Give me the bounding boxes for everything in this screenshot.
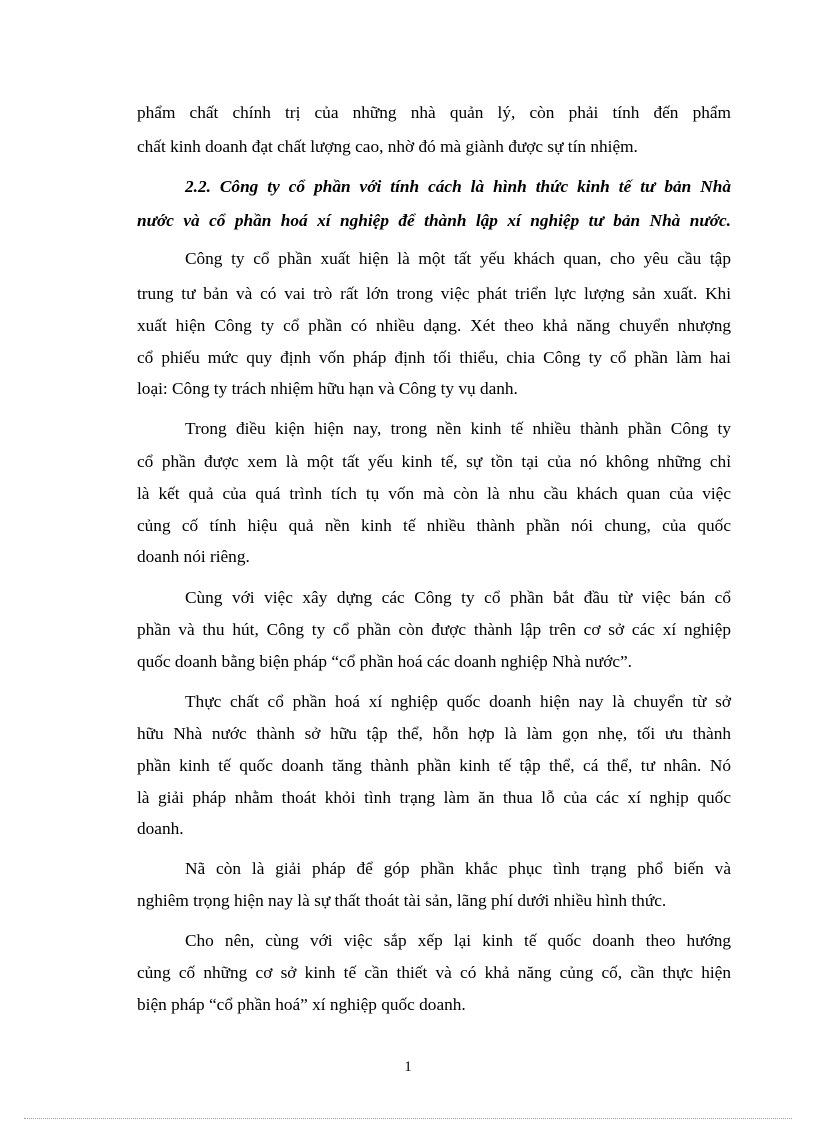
text-line: Thực chất cổ phần hoá xí nghiệp quốc doanh hiện nay là chuyển từ sở — [185, 692, 731, 711]
text-line: Nã còn là giải pháp để góp phần khắc phục tình trạng phổ biến và — [185, 859, 731, 878]
text-line: trung tư bản và có vai trò rất lớn trong việc phát triển lực lượng sản xuất. Khi — [137, 284, 731, 303]
text-line: hữu Nhà nước thành sở hữu tập thể, hỗn hợp là làm gọn nhẹ, tối ưu thành — [137, 724, 731, 743]
text-line: phẩm chất chính trị của những nhà quản lý, còn phải tính đến phẩm — [137, 103, 731, 122]
text-line: xuất hiện Công ty cổ phần có nhiều dạng. Xét theo khả năng chuyển nhượng — [137, 316, 731, 335]
section-heading-line: nước và cổ phần hoá xí nghiệp để thành lập xí nghiệp tư bản Nhà nước. — [137, 211, 731, 230]
text-line: phần kinh tế quốc doanh tăng thành phần kinh tế tập thể, cá thể, tư nhân. Nó — [137, 756, 731, 775]
page-number: 1 — [404, 1059, 412, 1075]
text-line: quốc doanh bằng biện pháp “cổ phần hoá các doanh nghiệp Nhà nước”. — [137, 652, 633, 671]
text-line: nghiêm trọng hiện nay là sự thất thoát tài sản, lãng phí dưới nhiều hình thức. — [137, 891, 667, 910]
section-heading-line: 2.2. Công ty cổ phần với tính cách là hình thức kinh tế tư bản Nhà — [185, 177, 731, 196]
text-line: Cho nên, cùng với việc sắp xếp lại kinh tế quốc doanh theo hướng — [185, 931, 731, 950]
text-line: củng cố những cơ sở kinh tế cần thiết và có khả năng củng cố, cần thực hiện — [137, 963, 731, 982]
text-line: doanh. — [137, 819, 184, 838]
text-line: là giải pháp nhằm thoát khỏi tình trạng làm ăn thua lỗ của các xí nghịp quốc — [137, 788, 731, 807]
text-line: Cùng với việc xây dựng các Công ty cổ phần bắt đầu từ việc bán cổ — [185, 588, 731, 607]
text-line: chất kinh doanh đạt chất lượng cao, nhờ đó mà giành được sự tín nhiệm. — [137, 137, 638, 156]
text-line: cổ phần được xem là một tất yếu kinh tế, sự tồn tại của nó không những chỉ — [137, 452, 731, 471]
text-line: doanh nói riêng. — [137, 547, 250, 566]
text-line: củng cố tính hiệu quả nền kinh tế nhiều thành phần nói chung, của quốc — [137, 516, 731, 535]
page-bottom-divider — [24, 1118, 792, 1119]
text-line: cổ phiếu mức quy định vốn pháp định tối thiểu, chia Công ty cổ phần làm hai — [137, 348, 731, 367]
text-line: phần và thu hút, Công ty cổ phần còn được thành lập trên cơ sở các xí nghiệp — [137, 620, 731, 639]
text-line: Trong điều kiện hiện nay, trong nền kinh tế nhiều thành phần Công ty — [185, 419, 731, 438]
text-line: biện pháp “cổ phần hoá” xí nghiệp quốc doanh. — [137, 995, 466, 1014]
text-line: loại: Công ty trách nhiệm hữu hạn và Công ty vụ danh. — [137, 379, 518, 398]
text-line: là kết quả của quá trình tích tụ vốn mà còn là nhu cầu khách quan của việc — [137, 484, 731, 503]
text-line: Công ty cổ phần xuất hiện là một tất yếu khách quan, cho yêu cầu tập — [185, 249, 731, 268]
